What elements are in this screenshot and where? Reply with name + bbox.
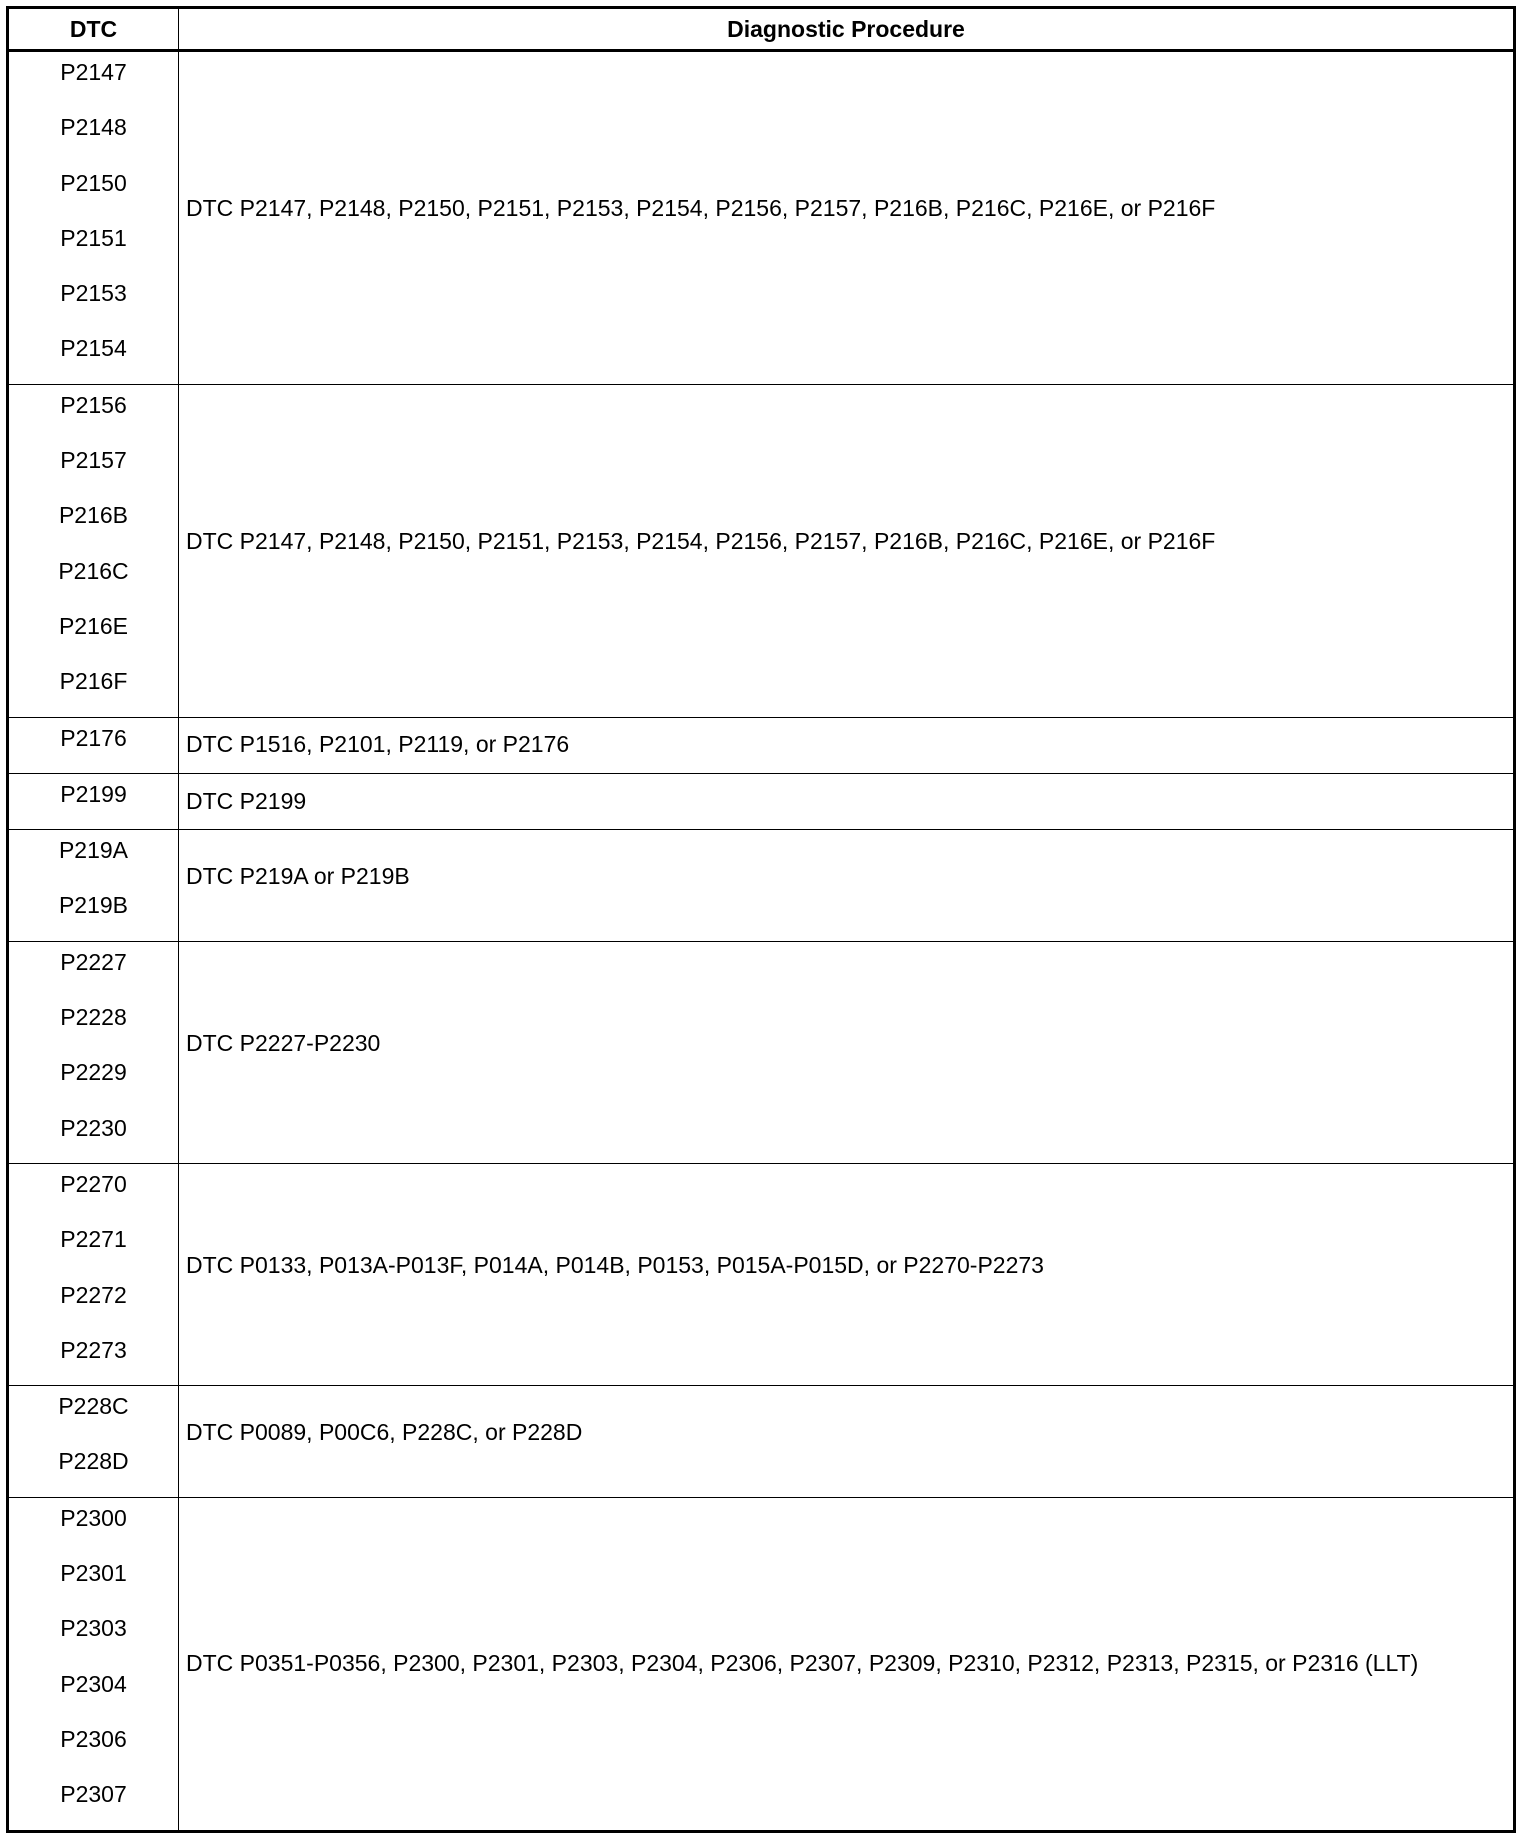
- procedure-cell: [179, 717, 1515, 773]
- dtc-code: P2148: [60, 114, 127, 141]
- procedure-cell: [179, 830, 1515, 942]
- procedure-cell: [179, 941, 1515, 1163]
- dtc-codes-cell: [8, 1386, 179, 1498]
- table-row: [8, 1497, 1515, 1831]
- table-row: [8, 51, 1515, 385]
- dtc-codes-cell: [8, 1497, 179, 1831]
- table-row: [8, 384, 1515, 717]
- procedure-link[interactable]: DTC P1516, P2101, P2119, or P2176: [186, 731, 570, 758]
- dtc-code: P2157: [60, 447, 127, 474]
- table-row: [8, 717, 1515, 773]
- dtc-codes-cell: [8, 773, 179, 829]
- dtc-code: P2151: [60, 224, 127, 251]
- dtc-code: P2306: [60, 1725, 127, 1752]
- dtc-code: P216C: [58, 557, 129, 584]
- procedure-column-header: Diagnostic Procedure: [179, 8, 1515, 51]
- dtc-code: P2300: [60, 1504, 127, 1531]
- dtc-code: P216E: [58, 612, 129, 639]
- dtc-code: P228D: [58, 1448, 129, 1475]
- dtc-code: P2307: [60, 1781, 127, 1808]
- procedure-link[interactable]: DTC P0133, P013A-P013F, P014A, P014B, P0153, P015A-P015D, or P2270-P2273: [186, 1251, 1044, 1278]
- dtc-code: P2270: [60, 1170, 127, 1197]
- table-header: [8, 8, 1515, 51]
- dtc-code: P2303: [60, 1615, 127, 1642]
- procedure-link[interactable]: DTC P2199: [186, 787, 307, 814]
- dtc-code: P2229: [60, 1059, 127, 1086]
- dtc-code: P2153: [60, 280, 127, 307]
- dtc-code: P228C: [58, 1393, 129, 1420]
- header-row: [8, 8, 1515, 51]
- dtc-codes-cell: [8, 941, 179, 1163]
- table-row: [8, 941, 1515, 1163]
- procedure-cell: [179, 1163, 1515, 1385]
- procedure-link[interactable]: DTC P2147, P2148, P2150, P2151, P2153, P2154, P2156, P2157, P216B, P216C, P216E, or P216F: [186, 195, 1216, 222]
- procedure-cell: [179, 384, 1515, 717]
- procedure-link[interactable]: DTC P0351-P0356, P2300, P2301, P2303, P2304, P2306, P2307, P2309, P2310, P2312, P2313, P2315, or P2316 (LLT): [186, 1649, 1419, 1676]
- table-row: [8, 1163, 1515, 1385]
- dtc-table: [6, 6, 1516, 1833]
- procedure-cell: [179, 773, 1515, 829]
- dtc-codes-cell: [8, 717, 179, 773]
- table-row: [8, 773, 1515, 829]
- dtc-code: P2199: [60, 780, 127, 807]
- dtc-codes-cell: [8, 1163, 179, 1385]
- dtc-code: P219A: [58, 837, 129, 864]
- dtc-code: P2271: [60, 1226, 127, 1253]
- procedure-cell: [179, 51, 1515, 385]
- procedure-link[interactable]: DTC P2227-P2230: [186, 1029, 381, 1056]
- dtc-code: P2228: [60, 1004, 127, 1031]
- dtc-code: P2156: [60, 391, 127, 418]
- dtc-code: P216F: [59, 668, 128, 695]
- dtc-code: P219B: [58, 892, 129, 919]
- dtc-code: P2227: [60, 948, 127, 975]
- table-row: [8, 1386, 1515, 1498]
- table-body: [8, 51, 1515, 1832]
- dtc-code: P2147: [60, 59, 127, 85]
- dtc-code: P2273: [60, 1336, 127, 1363]
- dtc-codes-cell: [8, 51, 179, 385]
- dtc-code: P2230: [60, 1114, 127, 1141]
- procedure-link[interactable]: DTC P0089, P00C6, P228C, or P228D: [186, 1418, 583, 1445]
- table-row: [8, 830, 1515, 942]
- dtc-code: P2272: [60, 1281, 127, 1308]
- dtc-code: P2150: [60, 169, 127, 196]
- dtc-code: P2176: [60, 724, 127, 751]
- procedure-link[interactable]: DTC P2147, P2148, P2150, P2151, P2153, P2154, P2156, P2157, P216B, P216C, P216E, or P216F: [186, 527, 1216, 554]
- dtc-code: P216B: [58, 502, 129, 529]
- dtc-column-header: DTC: [8, 8, 179, 51]
- dtc-code: P2304: [60, 1670, 127, 1697]
- dtc-codes-cell: [8, 830, 179, 942]
- dtc-code: P2154: [60, 335, 127, 362]
- dtc-code: P2301: [60, 1560, 127, 1587]
- procedure-cell: [179, 1386, 1515, 1498]
- procedure-link[interactable]: DTC P219A or P219B: [186, 862, 410, 889]
- dtc-codes-cell: [8, 384, 179, 717]
- procedure-cell: [179, 1497, 1515, 1831]
